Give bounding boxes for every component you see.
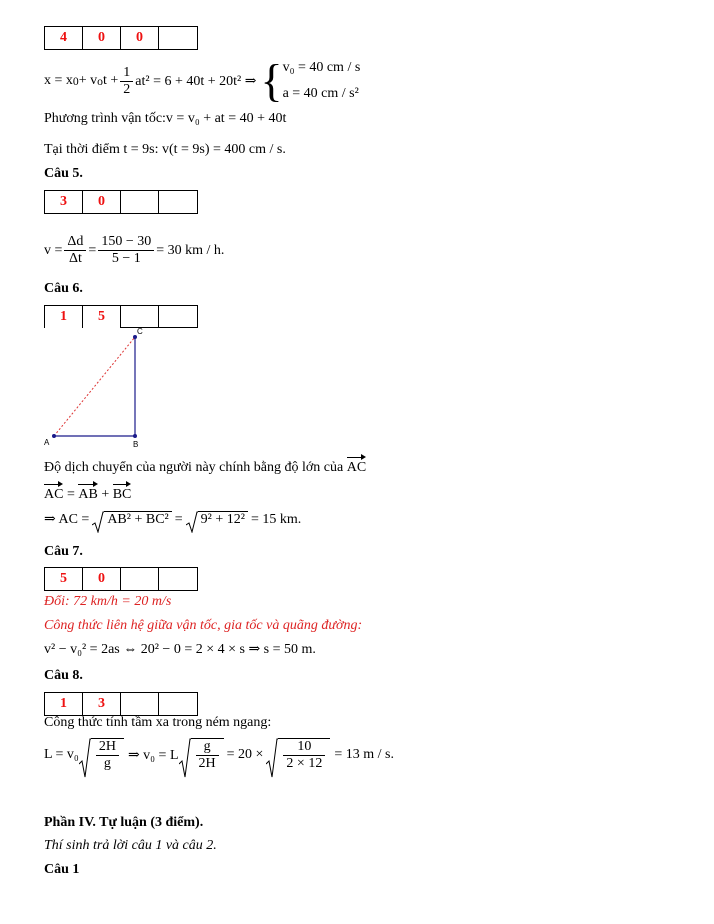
answer-cell	[159, 306, 197, 328]
q8-label: Công thức tính tầm xa trong ném ngang:	[44, 715, 272, 730]
q7-conversion: Đổi: 72 km/h = 20 m/s	[44, 594, 172, 609]
answer-grid-5	[44, 190, 198, 214]
answer-cell	[121, 693, 159, 715]
answer-cell: 3	[45, 191, 83, 213]
answer-cell: 0	[83, 191, 121, 213]
point-b	[133, 434, 137, 438]
fraction	[64, 234, 86, 267]
fraction-den: 2	[120, 81, 133, 98]
answer-cell	[159, 693, 197, 715]
eq-text: = 30 km / h.	[156, 242, 225, 258]
eq-text: =	[66, 487, 75, 502]
fraction-num: 1	[123, 64, 131, 80]
fraction-den: Δt	[64, 250, 86, 267]
answer-cell: 5	[45, 568, 83, 590]
vector-ab: AB	[78, 487, 98, 502]
sqrt	[92, 511, 171, 528]
eq-text: +	[101, 487, 110, 502]
system-line-2: a = 40 cm / s²	[282, 86, 359, 101]
eq-text: = 20 ×	[226, 747, 264, 762]
answer-cell	[121, 568, 159, 590]
answer-cell: 0	[83, 27, 121, 49]
segment-ac	[54, 337, 135, 436]
eq-text: + v	[78, 73, 98, 88]
eq-text: = 13 m / s.	[334, 747, 394, 762]
q6-statement	[44, 460, 366, 476]
fraction-num: g	[203, 739, 211, 754]
left-brace: {	[260, 55, 283, 106]
answer-cell	[159, 27, 197, 49]
sqrt	[266, 738, 330, 772]
q5-equation	[44, 234, 224, 267]
vector-ac: AC	[44, 487, 64, 502]
q7-formula-label: Công thức liên hệ giữa vận tốc, gia tốc và quãng đường:	[44, 618, 363, 633]
eq-sub: 0	[72, 74, 79, 88]
system-line-1: v₀ = 40 cm / s	[282, 60, 361, 75]
fraction-den: g	[96, 755, 119, 772]
position-equation	[44, 56, 360, 106]
fraction-num: Δd	[67, 234, 84, 249]
label-a: A	[44, 438, 50, 447]
answer-cell: 3	[83, 693, 121, 715]
fraction-num: 2H	[98, 739, 116, 754]
eq-text: Độ dịch chuyển của người này chính bằng độ lớn của	[44, 460, 344, 475]
triangle-diagram	[40, 325, 150, 450]
sqrt	[79, 738, 124, 772]
fraction-num: 150 − 30	[101, 234, 152, 249]
question-7-title: Câu 7.	[44, 544, 83, 559]
fraction-den: 2H	[196, 755, 219, 772]
eq-text: =	[174, 511, 183, 527]
eq-sub: o	[97, 74, 103, 88]
answer-grid-7	[44, 567, 198, 591]
question-6-title: Câu 6.	[44, 281, 83, 296]
vector-bc: BC	[112, 487, 132, 502]
vector-sum	[44, 487, 131, 503]
answer-grid-8	[44, 692, 198, 716]
answer-cell	[121, 191, 159, 213]
answer-cell	[159, 568, 197, 590]
sqrt-content: 9² + 12²	[198, 511, 248, 528]
velocity-equation: Phương trình vận tốc:v = v₀ + at = 40 + 40t	[44, 111, 287, 126]
answer-grid-1	[44, 26, 198, 50]
answer-cell: 0	[121, 27, 159, 49]
vector-ac: AC	[346, 460, 367, 475]
eq-text: x = x	[44, 73, 73, 88]
equation-system	[283, 55, 361, 107]
eq-text: L = v₀	[44, 747, 79, 762]
question-5-title: Câu 5.	[44, 166, 83, 181]
sqrt-content: AB² + BC²	[104, 511, 171, 528]
eq-text: v =	[44, 242, 63, 258]
answer-cell: 1	[45, 693, 83, 715]
fraction-half	[120, 65, 133, 98]
question-1-title: Câu 1	[44, 862, 80, 877]
answer-cell: 1	[45, 306, 83, 328]
fraction-num: 10	[297, 739, 312, 754]
q8-equation	[44, 738, 394, 772]
eq-text: at² = 6 + 40t + 20t² ⇒	[135, 73, 257, 89]
q6-calculation	[44, 511, 301, 528]
answer-cell	[159, 191, 197, 213]
eq-text: ⇒ v₀ = L	[127, 747, 179, 763]
label-c: C	[137, 327, 143, 336]
eq-text: = 15 km.	[250, 511, 302, 527]
label-b: B	[133, 440, 139, 449]
eq-text: ⇒ AC =	[44, 512, 90, 527]
part-4-title: Phần IV. Tự luận (3 điểm).	[44, 815, 204, 830]
part-4-instructions: Thí sinh trả lời câu 1 và câu 2.	[44, 838, 217, 853]
fraction-den: 2 × 12	[283, 755, 325, 772]
sqrt	[179, 738, 224, 772]
fraction-den: 5 − 1	[98, 250, 154, 267]
eq-text: t +	[102, 73, 119, 88]
answer-cell: 5	[83, 306, 121, 328]
question-8-title: Câu 8.	[44, 668, 83, 683]
q7-equation: v² − v₀² = 2as ⇔ 20² − 0 = 2 × 4 × s ⇒ s = 50 m.	[44, 642, 316, 657]
answer-cell: 0	[83, 568, 121, 590]
velocity-at-time: Tại thời điểm t = 9s: v(t = 9s) = 400 cm / s.	[44, 142, 286, 157]
point-a	[52, 434, 56, 438]
fraction	[98, 234, 154, 267]
answer-cell: 4	[45, 27, 83, 49]
eq-text: =	[88, 242, 97, 258]
sqrt	[186, 511, 248, 528]
